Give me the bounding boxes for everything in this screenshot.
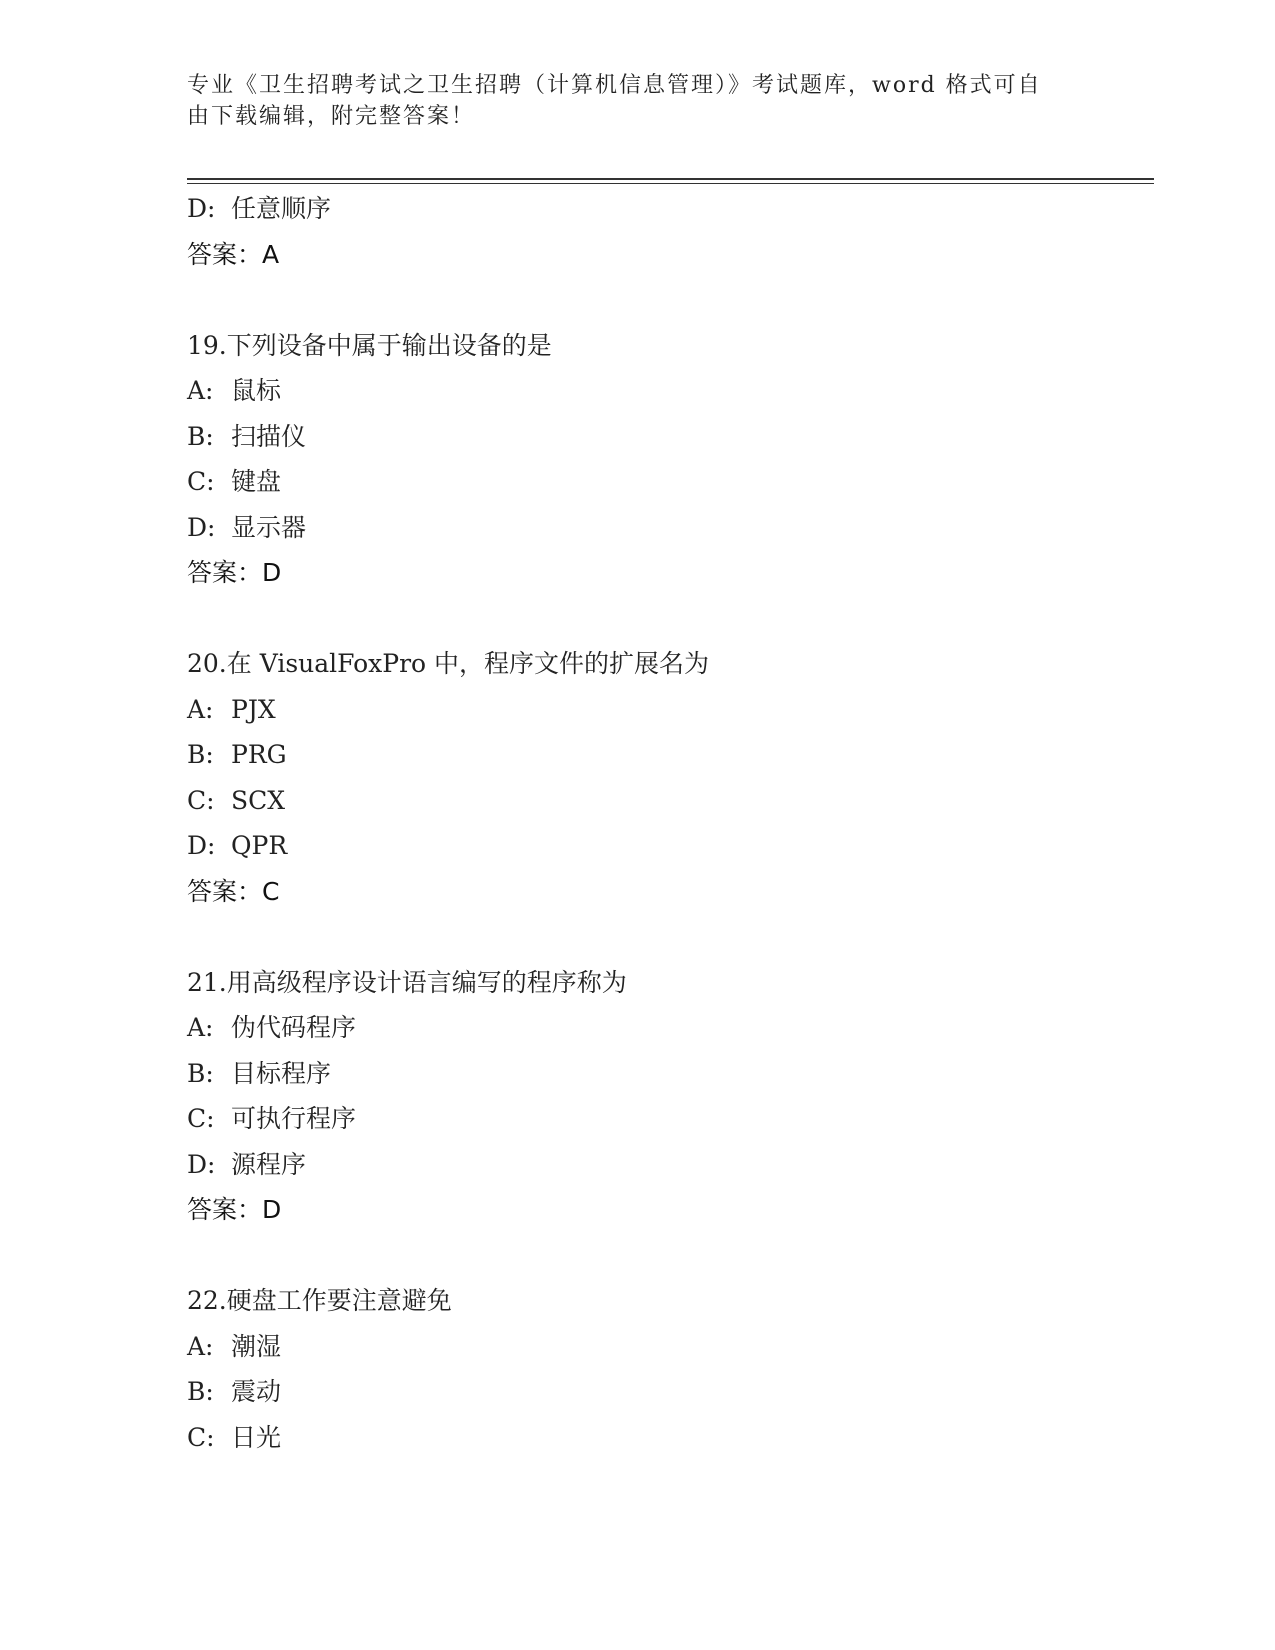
option-label: B:: [187, 421, 214, 451]
option-label: A:: [187, 694, 214, 724]
document-header: [187, 70, 1087, 132]
option-text: PJX: [231, 694, 276, 724]
option-d: [187, 505, 1154, 551]
option-text: 源程序: [231, 1149, 307, 1179]
question-item: [187, 960, 1154, 1279]
option-label: D:: [187, 1149, 216, 1179]
option-a: [187, 1005, 1154, 1051]
question-stem: 22.硬盘工作要注意避免: [187, 1286, 452, 1315]
option-label: C:: [187, 1422, 215, 1452]
option-b: [187, 1051, 1154, 1097]
option-text: 任意顺序: [231, 194, 332, 223]
option-d: [187, 1142, 1154, 1188]
option-d: [187, 823, 1154, 869]
option-label: B:: [187, 1377, 214, 1406]
option-label: A:: [187, 1013, 214, 1042]
question-stem: 19.下列设备中属于输出设备的是: [187, 330, 552, 360]
question-stem: 20.在 VisualFoxPro 中，程序文件的扩展名为: [187, 649, 710, 678]
option-a: [187, 1324, 1154, 1370]
option-label: B:: [187, 740, 214, 769]
option-label: D:: [187, 831, 216, 860]
option-label: C:: [187, 467, 215, 496]
option-b: [187, 732, 1154, 778]
option-text: 日光: [231, 1422, 282, 1452]
option-label: D:: [187, 512, 216, 542]
option-text: 震动: [231, 1377, 282, 1406]
option-text: SCX: [231, 785, 286, 815]
option-text: 键盘: [231, 467, 282, 496]
option-text: QPR: [231, 831, 288, 860]
option-text: 潮湿: [231, 1331, 282, 1361]
option-label: B:: [187, 1058, 214, 1088]
answer-line: 答案：D: [187, 1195, 282, 1224]
option-label: D:: [187, 194, 216, 223]
option-label: C:: [187, 785, 215, 815]
option-text: 可执行程序: [231, 1104, 357, 1133]
option-b: [187, 1369, 1154, 1415]
option-text: 扫描仪: [231, 421, 307, 451]
option-b: [187, 414, 1154, 460]
option-d: [187, 186, 1154, 232]
option-c: [187, 1096, 1154, 1142]
question-item: [187, 641, 1154, 960]
answer-line: 答案：A: [187, 239, 280, 269]
option-a: [187, 368, 1154, 414]
answer-line: 答案：C: [187, 876, 280, 906]
question-list: [187, 186, 1154, 1460]
option-text: PRG: [231, 740, 287, 769]
answer-line: 答案：D: [187, 558, 282, 587]
option-text: 鼠标: [231, 376, 282, 405]
header-line-2: 由下载编辑，附完整答案！: [187, 104, 476, 129]
option-label: A:: [187, 1331, 214, 1361]
option-c: [187, 778, 1154, 824]
option-label: C:: [187, 1104, 215, 1133]
option-text: 显示器: [231, 512, 307, 542]
header-divider: [187, 178, 1154, 184]
option-text: 伪代码程序: [231, 1013, 357, 1042]
header-line-1: 专业《卫生招聘考试之卫生招聘（计算机信息管理）》考试题库，word 格式可自: [187, 73, 1042, 98]
question-item: [187, 323, 1154, 642]
option-c: [187, 1415, 1154, 1461]
question-stem: 21.用高级程序设计语言编写的程序称为: [187, 967, 627, 997]
option-c: [187, 459, 1154, 505]
question-item: [187, 1278, 1154, 1460]
option-a: [187, 687, 1154, 733]
option-text: 目标程序: [231, 1058, 332, 1088]
option-label: A:: [187, 376, 214, 405]
